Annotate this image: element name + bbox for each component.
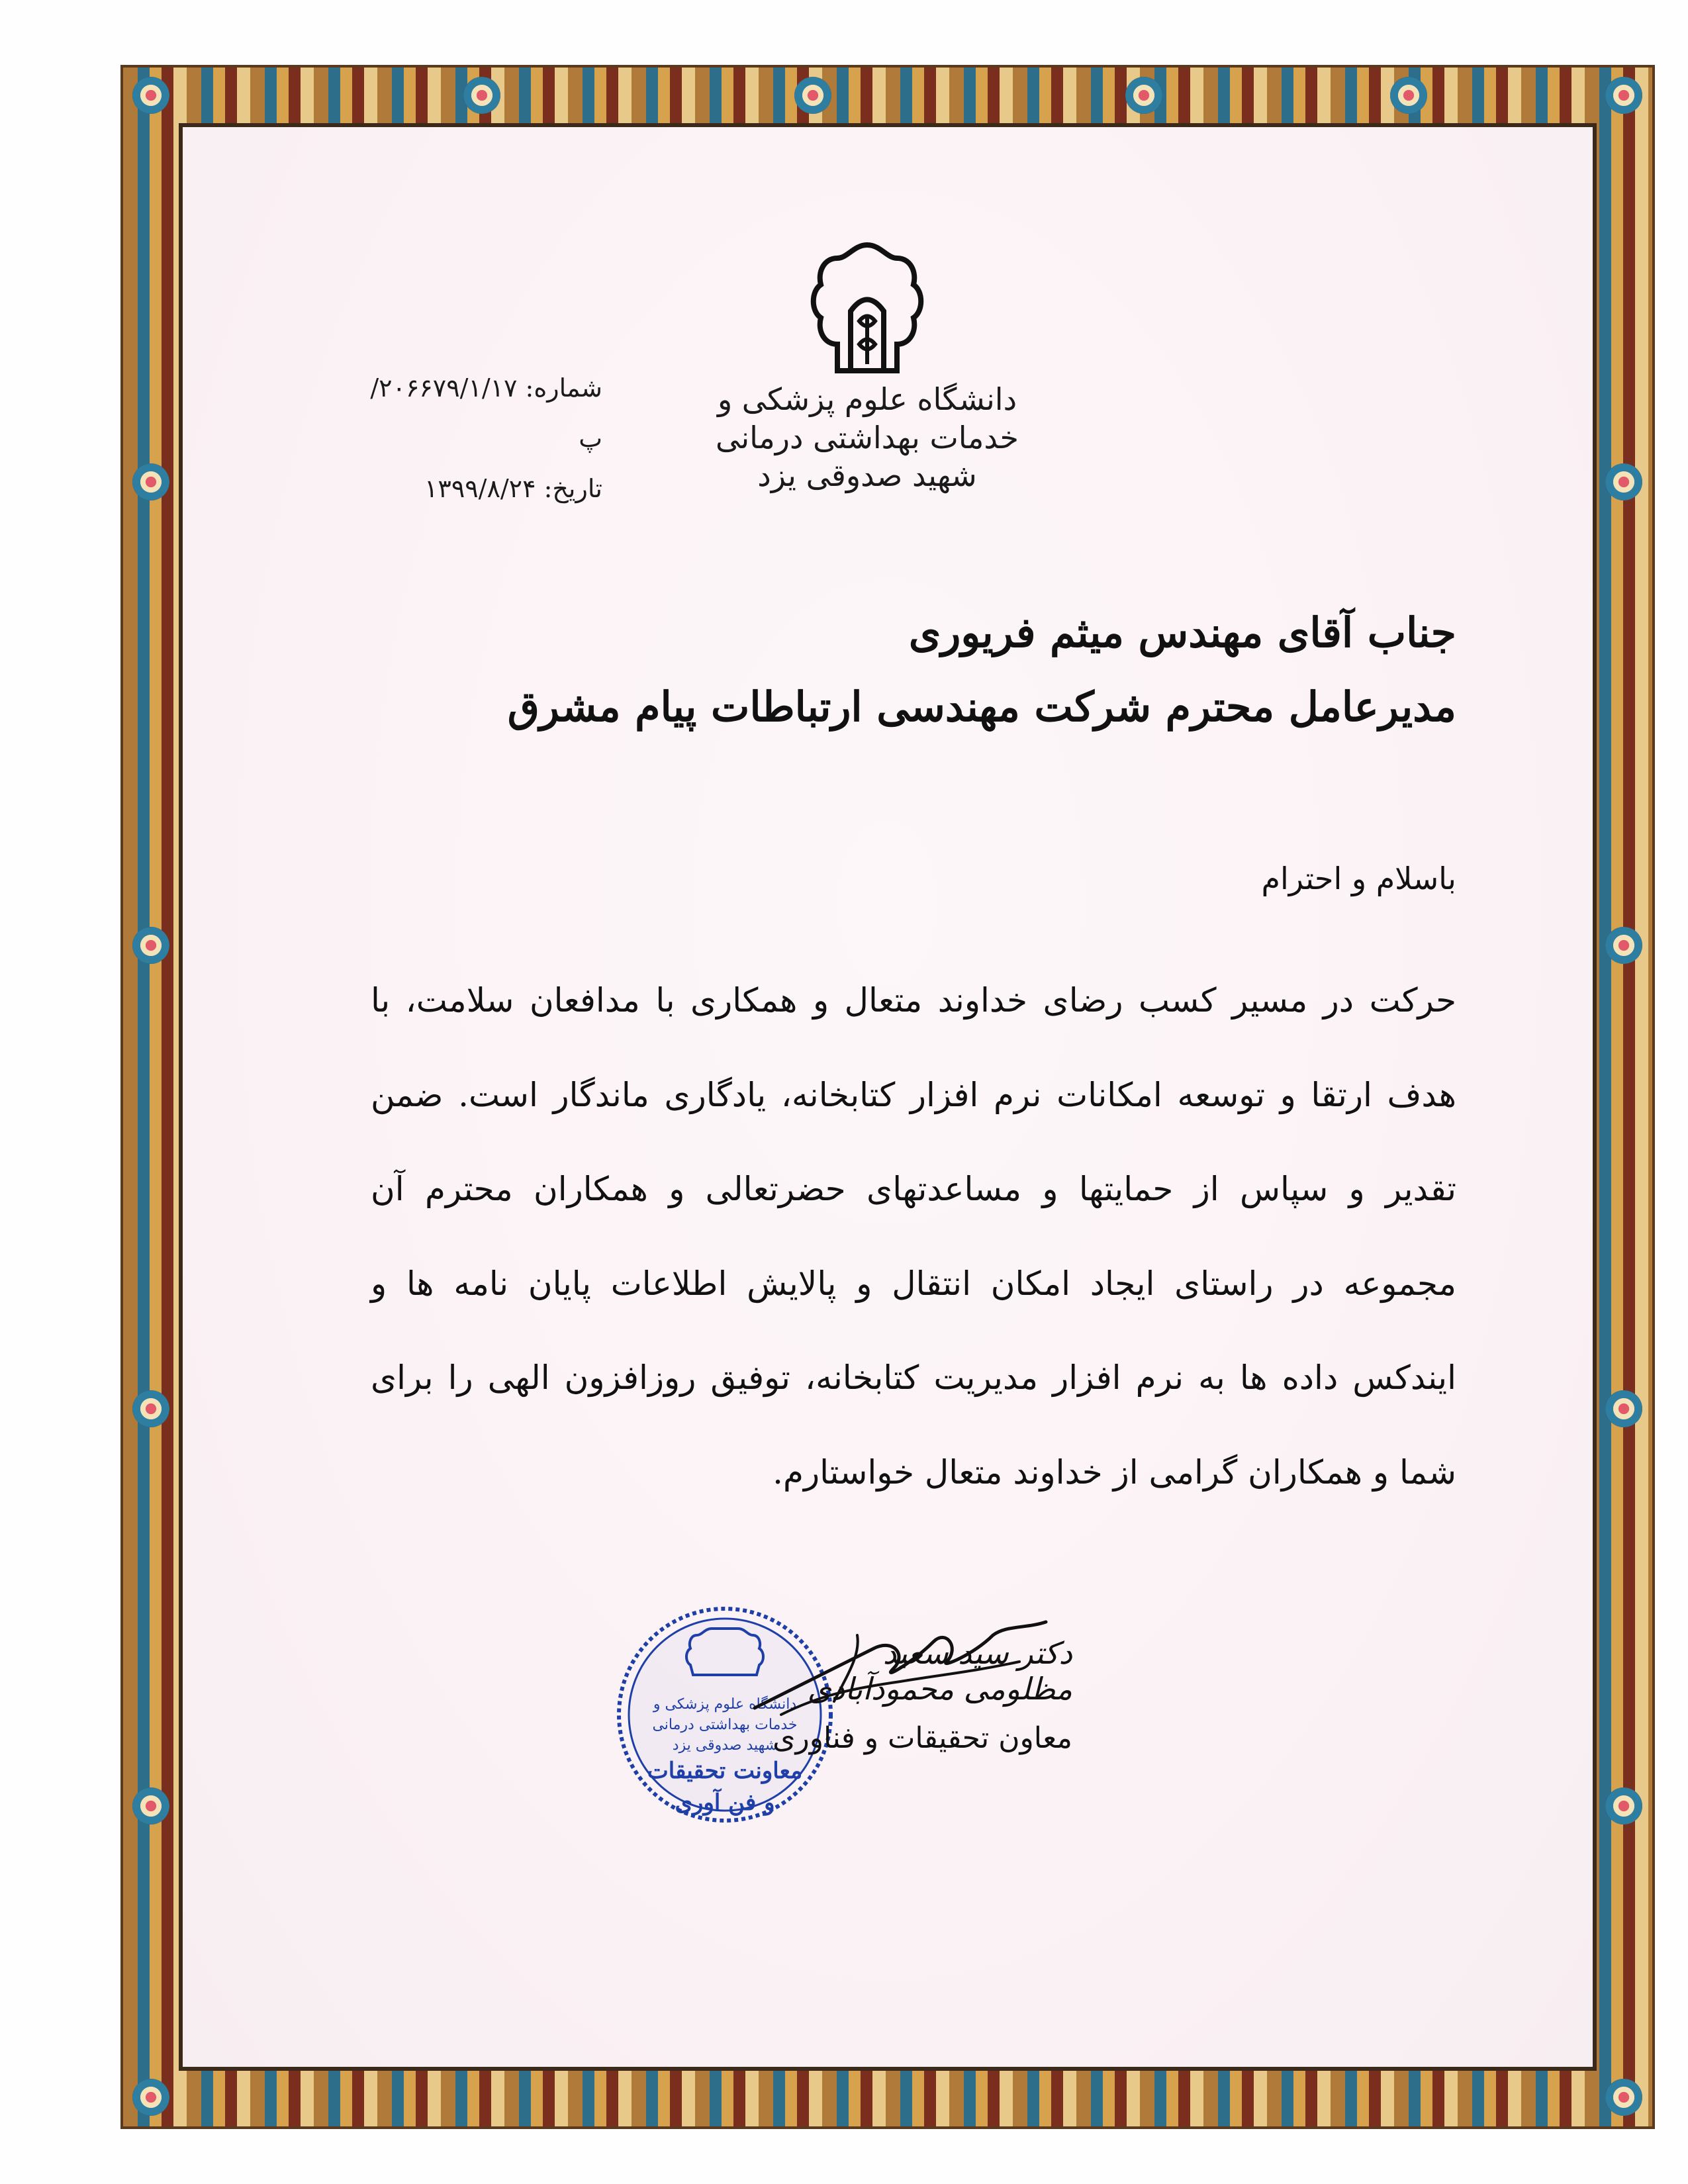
stamp-line2: شهید صدوقی یزد: [672, 1736, 778, 1754]
frame-ornament: [1605, 77, 1642, 114]
stamp-line3: معاونت تحقیقات: [647, 1758, 803, 1785]
frame-ornament: [1605, 2079, 1642, 2116]
frame-ornament: [1605, 1787, 1642, 1825]
letter-number-value: ۲۰۶۶۷۹/۱/۱۷/پ: [370, 373, 602, 453]
letter-meta: [357, 363, 602, 514]
frame-ornament: [1605, 1390, 1642, 1427]
recipient: [371, 596, 1456, 743]
recipient-line2: مدیرعامل محترم شرکت مهندسی ارتباطات پیام مشرق: [507, 682, 1456, 731]
frame-ornament: [132, 1390, 169, 1427]
frame-ornament: [1390, 77, 1427, 114]
frame-ornament: [132, 927, 169, 964]
signer-name: دکتر سید سعید مظلومی محمودآبادی: [807, 1635, 1072, 1707]
frame-ornament: [794, 77, 831, 114]
frame-ornament: [132, 463, 169, 500]
frame-ornament: [1605, 927, 1642, 964]
stamp-line1: دانشگاه علوم پزشکی و خدمات بهداشتی درمانی: [652, 1696, 798, 1733]
signer-title: معاون تحقیقات و فناوری: [773, 1721, 1072, 1755]
university-name-line1: دانشگاه علوم پزشکی و خدمات بهداشتی درمانی: [716, 381, 1019, 455]
frame-ornament: [1605, 463, 1642, 500]
letter-date-value: ۱۳۹۹/۸/۲۴: [424, 474, 536, 503]
frame-ornament: [132, 77, 169, 114]
frame-ornament: [132, 2079, 169, 2116]
frame-ornament: [463, 77, 500, 114]
frame-ornament: [1125, 77, 1162, 114]
letter-number: شماره: ۲۰۶۶۷۹/۱/۱۷/پ: [370, 373, 602, 453]
recipient-line1: جناب آقای مهندس میثم فریوری: [908, 608, 1456, 657]
university-logo-icon: [801, 238, 933, 384]
greeting: باسلام و احترام: [1261, 861, 1456, 896]
letter-number-label: شماره: [534, 373, 602, 403]
letter-date-label: تاریخ: [552, 474, 602, 503]
university-name: [682, 381, 1053, 495]
stamp-line4: و فن آوری: [675, 1789, 775, 1816]
letter-body: حرکت در مسیر کسب رضای خداوند متعال و همکاری با مدافعان سلامت، با هدف ارتقا و توسعه امکانات نرم افزار کتابخانه، یادگاری ماندگار است. ضمن تقدیر و سپاس از حمایتها و مساعدتهای حضرتعالی و همکاران محترم آن مجموعه در راستای ایجاد امکان انتقال و پالایش اطلاعات پایان نامه ها و ایندکس داده ها به نرم افزار مدیریت کتابخانه، توفیق روزافزون الهی را برای شما و همکاران گرامی از خداوند متعال خواستارم.: [371, 981, 1456, 1492]
letter-date: تاریخ: ۱۳۹۹/۸/۲۴: [424, 474, 602, 503]
frame-ornament: [132, 1787, 169, 1825]
university-name-line2: شهید صدوقی یزد: [757, 457, 977, 493]
